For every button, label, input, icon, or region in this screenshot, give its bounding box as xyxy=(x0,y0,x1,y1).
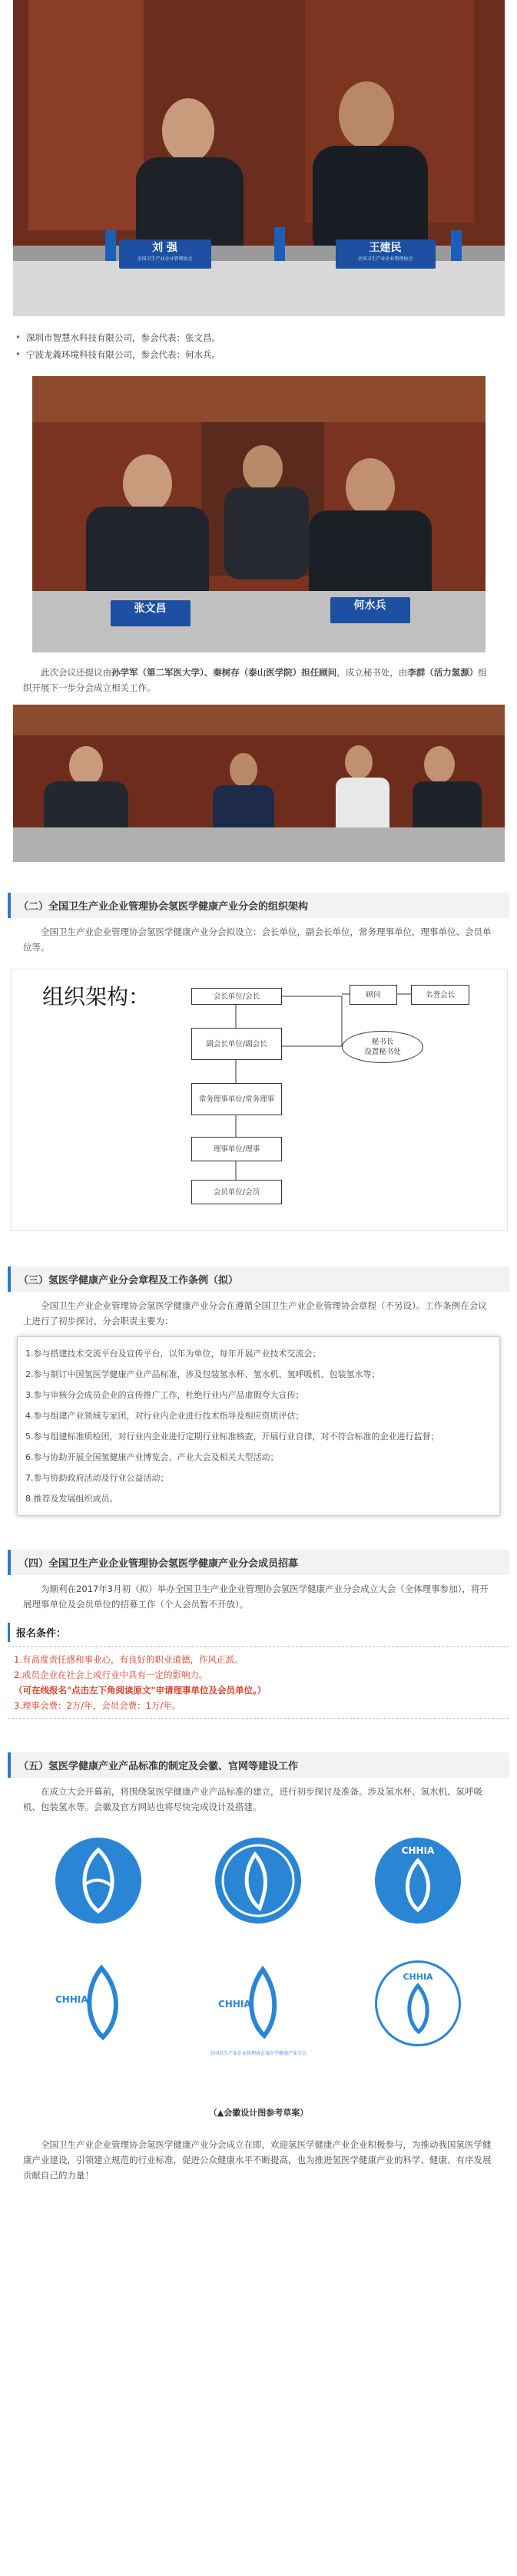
org-node-honorary: 名誉会长 xyxy=(411,985,469,1005)
logo-outline-icon xyxy=(215,1960,301,2046)
section-title: （二）全国卫生产业企业管理协会氢医学健康产业分会的组织架构 xyxy=(8,893,509,918)
logo-caption: （▲会徽设计图参考草案） xyxy=(208,2108,309,2118)
section-paragraph: 为顺利在2017年3月初（拟）举办全国卫生产业企业管理协会氢医学健康产业分会成立大会（全体理事参加），将开展理事单位及会员单位的招募工作（个人会员暂不开放）。 xyxy=(23,1584,489,1610)
section-paragraph: 在成立大会开幕前，将围绕氢医学健康产业产品标准的建立，进行初步探讨及准备。涉及氢水杯、氢水机、氢呼吸机、包装氢水等。会徽及官方网站也将尽快完成设计及搭建。 xyxy=(23,1786,482,1812)
logo-outline-icon xyxy=(55,1960,141,2046)
meeting-photo-3 xyxy=(13,705,505,862)
requirement-item: 1.有高度责任感和事业心，有良好的职业道德，作风正派。 xyxy=(14,1654,244,1665)
logo-filled-icon xyxy=(375,1838,461,1924)
org-node-vice-president: 副会长单位/副会长 xyxy=(191,1028,282,1060)
proposal-paragraph xyxy=(0,665,517,695)
hydrogen-mark-icon xyxy=(215,1838,301,1924)
nameplate-left xyxy=(119,239,211,269)
org-node-director: 理事单位/理事 xyxy=(191,1137,282,1161)
org-chart xyxy=(11,969,508,1231)
logo-draft-3 xyxy=(364,1838,472,1924)
proposal-leader: 李群（活力氢源） xyxy=(407,667,479,678)
logo-text: CHHIA xyxy=(403,1972,433,1982)
duty-item: 5.参与组建标准质检团，对行业内企业进行定期行业标准核查，开展行业自律，对不符合标准的企业进行监督； xyxy=(25,1432,439,1442)
logo-text: CHHIA xyxy=(55,1994,88,2005)
duty-item: 1.参与搭建技术交流平台及宣传平台，以年为单位，每年开展产业技术交流会； xyxy=(25,1349,321,1359)
requirement-apply-link[interactable]: （可在线报名"点击左下角阅读原文"申请理事单位及会员单位。） xyxy=(14,1685,267,1696)
nameplate-right xyxy=(336,239,436,269)
section-title: （四）全国卫生产业企业管理协会氢医学健康产业分会成员招募 xyxy=(8,1550,509,1575)
nameplate-left-org: 全国卫生产业企业管理协会 xyxy=(137,256,193,262)
meeting-photo-1 xyxy=(13,0,505,316)
duty-item: 6.参与协助开展全国氢健康产业博览会、产业大会及相关大型活动； xyxy=(25,1452,279,1462)
org-node-standing-director: 常务理事单位/常务理事 xyxy=(191,1083,282,1115)
duty-item: 3.参与审核分会成员企业的宣传推广工作，杜绝行业内产品虚假夸大宣传； xyxy=(25,1390,304,1400)
nameplate-left-name: 刘 强 xyxy=(152,242,177,254)
requirements-box xyxy=(8,1646,509,1719)
nameplate-right-org: 全国卫生产业企业管理协会 xyxy=(357,256,413,262)
requirement-item: 2.成员企业在社会上或行业中具有一定的影响力。 xyxy=(14,1669,208,1680)
logo-grid xyxy=(0,1824,517,2100)
logo-outline-icon xyxy=(375,1960,461,2046)
attendee-line: • 深圳市智慧水科技有限公司，参会代表：张文昌。 xyxy=(0,332,517,344)
logo-draft-2 xyxy=(204,1838,312,1924)
logo-filled-icon xyxy=(215,1838,301,1924)
logo-draft-4 xyxy=(45,1960,152,2046)
meeting-photo-1-image xyxy=(13,0,505,316)
nameplate-left-name: 张文昌 xyxy=(134,603,167,615)
hydrogen-mark-icon xyxy=(55,1838,141,1924)
org-node-president: 会长单位/会长 xyxy=(191,988,282,1005)
attendee-line: • 宁波龙義环境科技有限公司，参会代表：何水兵。 xyxy=(0,348,517,361)
proposal-experts: 孙学军（第二军医大学）、秦树存（泰山医学院）担任顾问 xyxy=(111,667,337,678)
org-node-secretary: 秘书长 设置秘书处 xyxy=(342,1031,423,1063)
proposal-text-3: 组织开展下一步分会成立相关工作。 xyxy=(23,667,487,693)
org-chart-title: 组织架构： xyxy=(42,984,151,1009)
section-paragraph: 全国卫生产业企业管理协会氢医学健康产业分会在遵循全国卫生产业企业管理协会章程（不另设）。工作条例在会议上进行了初步探讨，分会职责主要为： xyxy=(23,1300,487,1326)
section-title: （五）氢医学健康产业产品标准的制定及会徽、官网等建设工作 xyxy=(8,1752,509,1778)
logo-subtitle: 全国卫生产业企业管理协会氢医学健康产业分会 xyxy=(209,2051,307,2056)
duty-item: 7.参与协助政府活动及行业公益活动； xyxy=(25,1473,169,1483)
section-paragraph: 全国卫生产业企业管理协会氢医学健康产业分会拟设立：会长单位，副会长单位，常务理事单位，理事单位、会员单位等。 xyxy=(23,926,492,953)
logo-draft-1 xyxy=(45,1838,152,1924)
meeting-photo-3-image xyxy=(13,705,505,862)
closing-paragraph: 全国卫生产业企业管理协会氢医学健康产业分会成立在即，欢迎氢医学健康产业企业积极参与，为推动我国氢医学健康产业建设，引领建立规范的行业标准，促进公众健康水平不断提高，也为推进氢医学健康产业的科学、健康、有序发展贡献自己的力量！ xyxy=(23,2139,492,2181)
nameplate-right-name: 王建民 xyxy=(369,242,402,254)
nameplate-right xyxy=(330,597,410,623)
meeting-photo-2 xyxy=(32,376,486,652)
nameplate-right-name: 何水兵 xyxy=(353,599,386,612)
logo-text: CHHIA xyxy=(218,1999,251,2010)
duty-item: 2.参与制订中国氢医学健康产业产品标准，涉及包装氢水杯、氢水机、氢呼吸机、包装氢水等； xyxy=(25,1369,380,1379)
logo-draft-5 xyxy=(204,1960,312,2056)
section-title: （三）氢医学健康产业分会章程及工作条例（拟） xyxy=(8,1267,509,1292)
proposal-text-1: 此次会议还提议由 xyxy=(41,667,111,678)
nameplate-left xyxy=(111,600,191,626)
duty-item: 4.参与组建产业领域专家团，对行业内企业进行技术指导及相应资质评估； xyxy=(25,1411,304,1421)
meeting-photo-2-image xyxy=(32,376,486,652)
logo-filled-icon xyxy=(55,1838,141,1924)
logo-draft-6 xyxy=(364,1960,472,2046)
duties-box xyxy=(17,1336,500,1516)
org-node-member: 会员单位/会员 xyxy=(191,1180,282,1204)
requirements-title: 报名条件： xyxy=(8,1623,509,1642)
logo-text: CHHIA xyxy=(401,1845,435,1856)
duty-item: 8.推荐及发展组织成员。 xyxy=(25,1494,118,1504)
proposal-text-2: ，成立秘书处，由 xyxy=(336,667,408,678)
requirement-item: 3.理事会费：2万/年，会员会费：1万/年。 xyxy=(14,1700,181,1711)
org-node-advisor: 顾问 xyxy=(350,985,397,1005)
